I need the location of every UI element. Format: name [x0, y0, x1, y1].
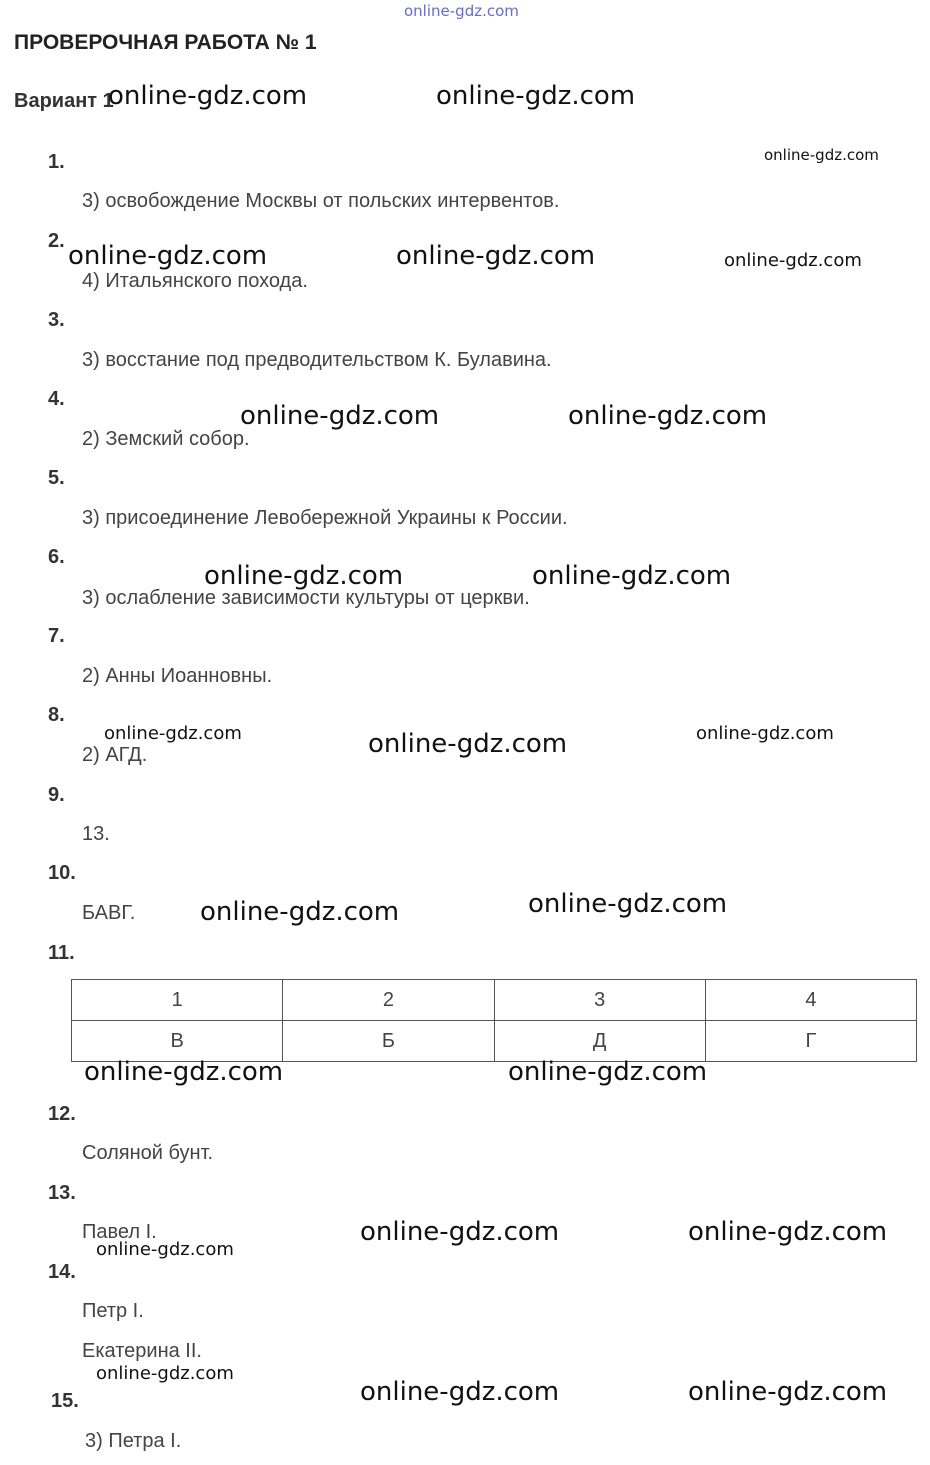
- question-number-4: 4.: [48, 388, 65, 410]
- answer-15: 3) Петра I.: [85, 1430, 182, 1452]
- variant-label: Вариант 1: [14, 90, 114, 112]
- question-number-14: 14.: [48, 1261, 76, 1283]
- answer-8: 2) АГД.: [82, 744, 148, 766]
- question-number-5: 5.: [48, 467, 65, 489]
- watermark: online-gdz.com: [696, 723, 834, 744]
- question-number-2: 2.: [48, 230, 65, 252]
- watermark: online-gdz.com: [360, 1217, 560, 1247]
- watermark: online-gdz.com: [84, 1057, 284, 1087]
- answer-7: 2) Анны Иоанновны.: [82, 665, 273, 687]
- answer-12: Соляной бунт.: [82, 1142, 214, 1164]
- question-number-8: 8.: [48, 704, 65, 726]
- watermark: online-gdz.com: [68, 241, 268, 271]
- watermark-top: online-gdz.com: [404, 2, 519, 20]
- table-header-row: [72, 980, 917, 1021]
- table-cell: В: [72, 1021, 283, 1062]
- table-cell: Г: [705, 1021, 916, 1062]
- answer-5: 3) присоединение Левобережной Украины к России.: [82, 507, 568, 529]
- watermark: online-gdz.com: [368, 729, 568, 759]
- table-cell: Д: [494, 1021, 705, 1062]
- watermark: online-gdz.com: [436, 81, 636, 111]
- question-number-13: 13.: [48, 1182, 76, 1204]
- answer-9: 13.: [82, 823, 110, 845]
- watermark: online-gdz.com: [104, 723, 242, 744]
- answer-3: 3) восстание под предводительством К. Булавина.: [82, 349, 552, 371]
- watermark: online-gdz.com: [200, 897, 400, 927]
- watermark: online-gdz.com: [568, 401, 768, 431]
- question-number-15: 15.: [51, 1390, 79, 1412]
- table-cell: 1: [72, 980, 283, 1021]
- watermark: online-gdz.com: [528, 889, 728, 919]
- watermark: online-gdz.com: [396, 241, 596, 271]
- answer-13: Павел I.: [82, 1221, 157, 1243]
- watermark: online-gdz.com: [688, 1217, 888, 1247]
- watermark: online-gdz.com: [688, 1377, 888, 1407]
- question-number-6: 6.: [48, 546, 65, 568]
- question-number-9: 9.: [48, 784, 65, 806]
- watermark: online-gdz.com: [96, 1363, 234, 1384]
- watermark: online-gdz.com: [764, 146, 879, 164]
- question-number-7: 7.: [48, 625, 65, 647]
- table-cell: 2: [283, 980, 494, 1021]
- question-number-11: 11.: [48, 942, 75, 964]
- watermark: online-gdz.com: [204, 561, 404, 591]
- watermark: online-gdz.com: [724, 250, 862, 271]
- watermark: online-gdz.com: [96, 1239, 234, 1260]
- watermark: online-gdz.com: [240, 401, 440, 431]
- watermark: online-gdz.com: [532, 561, 732, 591]
- question-number-10: 10.: [48, 862, 76, 884]
- table-cell: Б: [283, 1021, 494, 1062]
- answer-14b: Екатерина II.: [82, 1340, 202, 1362]
- answer-4: 2) Земский собор.: [82, 428, 250, 450]
- table-cell: 3: [494, 980, 705, 1021]
- question-number-12: 12.: [48, 1103, 76, 1125]
- table-row: [72, 1021, 917, 1062]
- table-cell: 4: [705, 980, 916, 1021]
- page-title: ПРОВЕРОЧНАЯ РАБОТА № 1: [14, 31, 317, 54]
- answer-14a: Петр I.: [82, 1300, 144, 1322]
- answer-table-11: [71, 979, 917, 1062]
- question-number-1: 1.: [48, 151, 65, 173]
- watermark: online-gdz.com: [508, 1057, 708, 1087]
- answer-6: 3) ослабление зависимости культуры от церкви.: [82, 587, 530, 609]
- question-number-3: 3.: [48, 309, 65, 331]
- watermark: online-gdz.com: [360, 1377, 560, 1407]
- answer-2: 4) Итальянского похода.: [82, 270, 308, 292]
- answer-1: 3) освобождение Москвы от польских интервентов.: [82, 190, 560, 212]
- watermark: online-gdz.com: [108, 81, 308, 111]
- answer-10: БАВГ.: [82, 902, 136, 924]
